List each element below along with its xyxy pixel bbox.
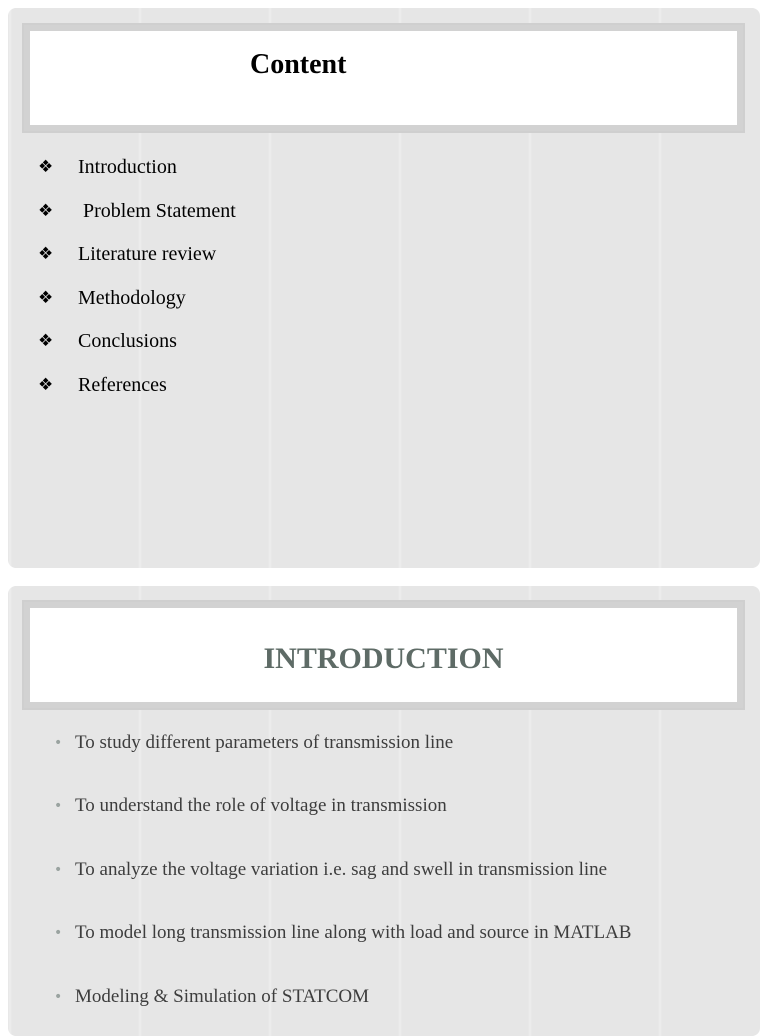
list-item xyxy=(54,856,631,919)
diamond-bullet-icon: ❖ xyxy=(38,331,54,352)
title-frame xyxy=(22,23,745,133)
slide-title: Content xyxy=(250,49,347,80)
list-item xyxy=(54,792,631,855)
list-item-label: To model long transmission line along with load and source in MATLAB xyxy=(75,922,632,944)
list-item-label: To understand the role of voltage in transmission xyxy=(75,795,447,817)
bullet-dot-icon: • xyxy=(54,735,63,751)
list-item xyxy=(54,729,631,792)
toc-item xyxy=(38,241,236,285)
toc-item xyxy=(38,154,236,198)
diamond-bullet-icon: ❖ xyxy=(38,157,54,177)
list-item-label: Modeling & Simulation of STATCOM xyxy=(75,985,370,1007)
toc-item-label: Introduction xyxy=(78,156,177,178)
toc-item xyxy=(38,372,236,416)
diamond-bullet-icon: ❖ xyxy=(38,374,54,395)
diamond-bullet-icon: ❖ xyxy=(38,244,54,265)
bullet-dot-icon: • xyxy=(54,798,63,815)
toc-item-label: Conclusions xyxy=(78,330,177,353)
list-item xyxy=(54,919,631,982)
diamond-bullet-icon: ❖ xyxy=(38,287,54,308)
toc-list xyxy=(38,154,236,416)
toc-item-label: Methodology xyxy=(78,286,186,309)
toc-item-label: Literature review xyxy=(78,243,217,266)
title-box xyxy=(30,608,737,702)
title-box xyxy=(30,31,737,125)
list-item-label: To analyze the voltage variation i.e. sag and swell in transmission line xyxy=(75,858,608,880)
bullet-dot-icon: • xyxy=(54,861,63,878)
slide-content xyxy=(8,8,760,568)
toc-item xyxy=(38,328,236,372)
title-frame xyxy=(22,600,745,710)
objective-list xyxy=(54,729,631,1036)
diamond-bullet-icon: ❖ xyxy=(38,200,54,221)
slide-title: INTRODUCTION xyxy=(263,642,504,675)
toc-item xyxy=(38,198,236,242)
toc-item-label: Problem Statement xyxy=(78,199,236,222)
list-item-label: To study different parameters of transmission line xyxy=(75,732,454,753)
bullet-dot-icon: • xyxy=(54,988,63,1005)
bullet-dot-icon: • xyxy=(54,925,63,942)
toc-item-label: References xyxy=(78,373,167,396)
slide-introduction xyxy=(8,586,760,1036)
list-item xyxy=(54,983,631,1036)
toc-item xyxy=(38,285,236,329)
